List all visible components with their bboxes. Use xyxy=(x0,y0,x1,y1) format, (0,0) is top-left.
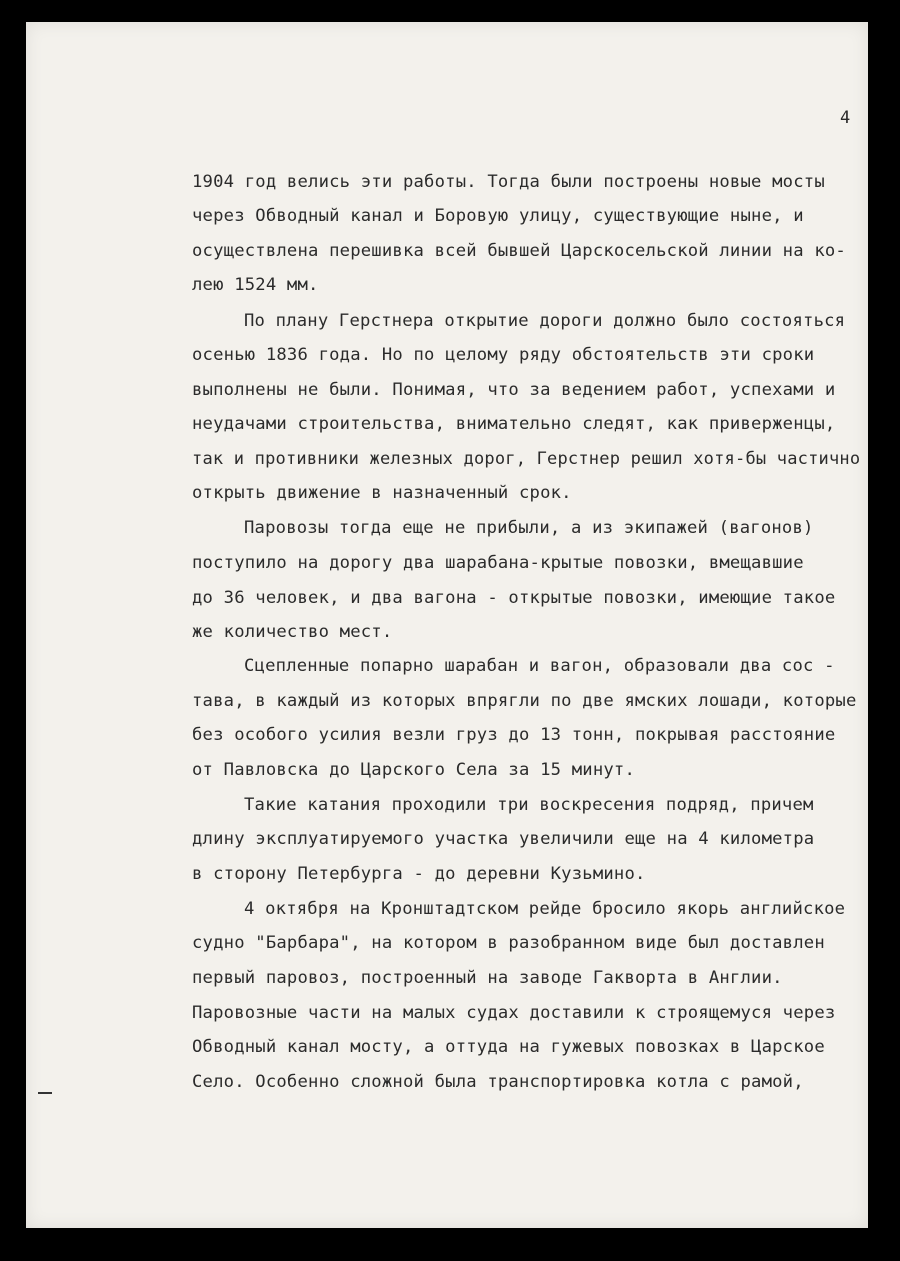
text-line: до 36 человек, и два вагона - открытые повозки, имеющие такое xyxy=(192,588,836,608)
text-line: выполнены не были. Понимая, что за ведением работ, успехами и xyxy=(192,380,836,400)
text-line: Село. Особенно сложной была транспортировка котла с рамой, xyxy=(192,1072,804,1092)
text-line: судно "Барбара", на котором в разобранном виде был доставлен xyxy=(192,933,825,953)
text-line: осенью 1836 года. Но по целому ряду обстоятельств эти сроки xyxy=(192,345,815,365)
page-number: 4 xyxy=(840,108,851,128)
text-line: По плану Герстнера открытие дороги должно было состояться xyxy=(244,311,846,331)
text-line: неудачами строительства, внимательно следят, как приверженцы, xyxy=(192,414,836,434)
text-line: от Павловска до Царского Села за 15 минут. xyxy=(192,760,636,780)
text-line: 4 октября на Кронштадтском рейде бросило якорь английское xyxy=(244,899,846,919)
text-line: поступило на дорогу два шарабана-крытые повозки, вмещавшие xyxy=(192,553,804,573)
text-line: длину эксплуатируемого участка увеличили еще на 4 километра xyxy=(192,829,815,849)
text-line: Такие катания проходили три воскресения подряд, причем xyxy=(244,795,814,815)
text-line: осуществлена перешивка всей бывшей Царскосельской линии на ко- xyxy=(192,241,846,261)
text-line: Паровозные части на малых судах доставили к строящемуся через xyxy=(192,1003,836,1023)
text-line: Обводный канал мосту, а оттуда на гужевых повозках в Царское xyxy=(192,1037,825,1057)
text-line: 1904 год велись эти работы. Тогда были построены новые мосты xyxy=(192,172,825,192)
text-line: тава, в каждый из которых впрягли по две ямских лошади, которые xyxy=(192,691,857,711)
text-line: Сцепленные попарно шарабан и вагон, образовали два сос - xyxy=(244,656,835,676)
text-line: лею 1524 мм. xyxy=(192,275,319,295)
ink-mark xyxy=(38,1092,52,1094)
text-line: первый паровоз, построенный на заводе Гакворта в Англии. xyxy=(192,968,783,988)
text-line: же количество мест. xyxy=(192,622,393,642)
text-line: через Обводный канал и Боровую улицу, существующие ныне, и xyxy=(192,206,804,226)
text-line: так и противники железных дорог, Герстнер решил хотя-бы частично xyxy=(192,449,861,469)
text-line: открыть движение в назначенный срок. xyxy=(192,483,572,503)
text-line: без особого усилия везли груз до 13 тонн, покрывая расстояние xyxy=(192,725,836,745)
text-line: в сторону Петербурга - до деревни Кузьмино. xyxy=(192,864,646,884)
text-line: Паровозы тогда еще не прибыли, а из экипажей (вагонов) xyxy=(244,518,814,538)
